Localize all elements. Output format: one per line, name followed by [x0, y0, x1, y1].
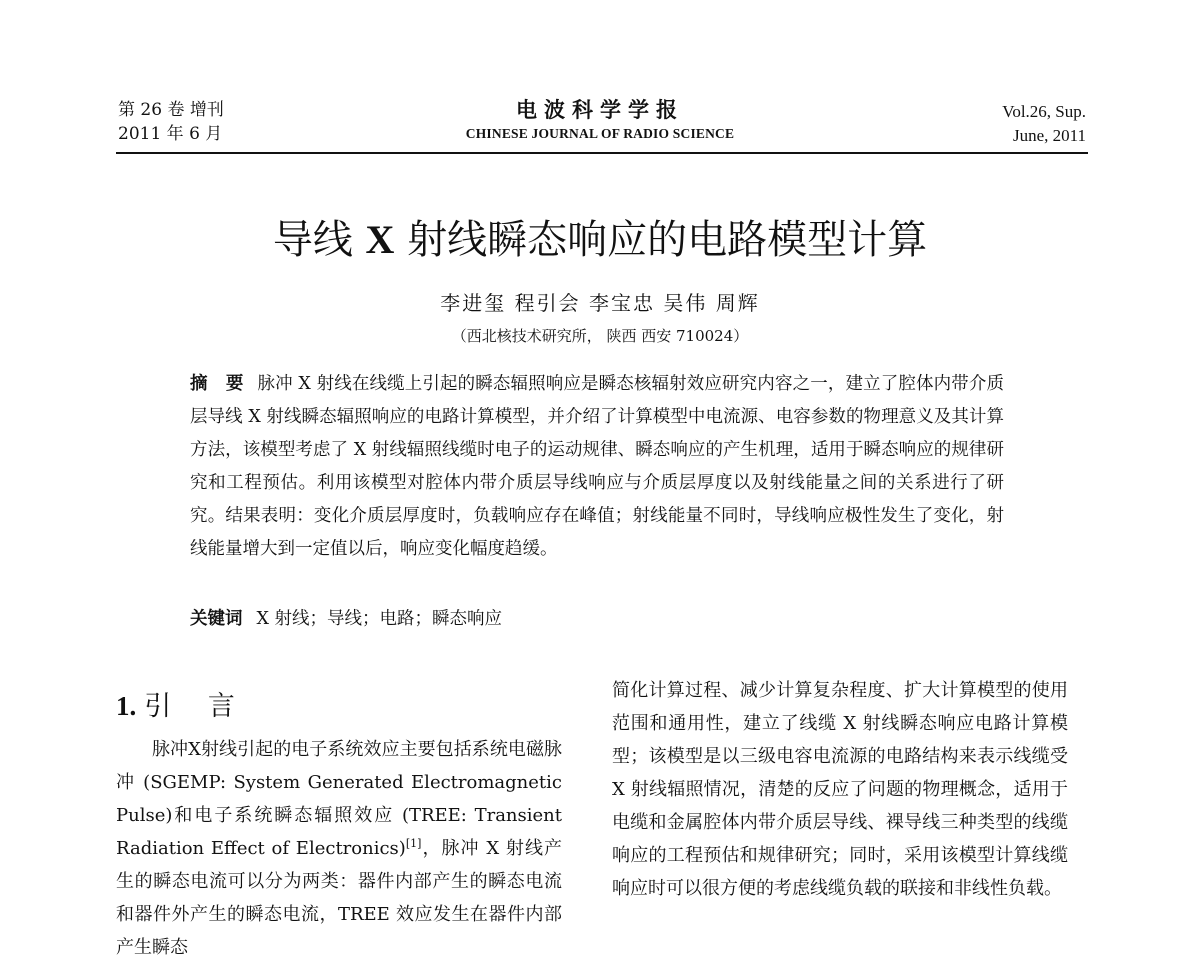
section-heading	[116, 686, 249, 727]
body-column-left	[116, 733, 562, 964]
keywords-text: X 射线；导线；电路；瞬态响应	[256, 609, 503, 629]
header-rule	[116, 152, 1088, 154]
publication-date: 2011 年 6 月	[118, 124, 223, 144]
publication-date-english: June, 2011	[1012, 126, 1086, 145]
title-x: X	[365, 217, 395, 262]
title-part-2: 射线瞬态响应的电路模型计算	[394, 217, 928, 263]
author-list: 李进玺 程引会 李宝忠 吴伟 周辉	[440, 291, 760, 315]
keywords	[190, 603, 1004, 636]
issue-info-english	[1002, 100, 1086, 148]
journal-name-english: CHINESE JOURNAL OF RADIO SCIENCE	[465, 126, 735, 141]
keywords-label: 关键词	[190, 609, 243, 629]
abstract	[190, 368, 1004, 566]
paper-title	[0, 212, 1200, 268]
volume-issue-english: Vol.26, Sup.	[1002, 102, 1086, 121]
section-title: 引 言	[144, 691, 249, 722]
body-column-right: 简化计算过程、减少计算复杂程度、扩大计算模型的使用范围和通用性，建立了线缆 X 射线瞬态响应电路计算模型；该模型是以三级电容电流源的电路结构来表示线缆受 X 射线辐照情况，清楚的反应了问题的物理概念，适用于电缆和金属腔体内带介质层导线、裸导线三种类型的线缆响应的工程预估和规律研究；同时，采用该模型计算线缆响应时可以很方便的考虑线缆负载的联接和非线性负载。	[612, 680, 1068, 899]
left-text-1: 脉冲X射线引起的电子系统效应主要包括系统电磁脉冲 (SGEMP: System Generated Electromagnetic Pulse)和电子系统瞬态辐照效应 (TREE: Transient Radiation Effect of Electronics)	[116, 739, 562, 859]
citation-ref: [1]	[405, 837, 422, 850]
abstract-text: 脉冲 X 射线在线缆上引起的瞬态辐照响应是瞬态核辐射效应研究内容之一，建立了腔体内带介质层导线 X 射线瞬态辐照响应的电路计算模型，并介绍了计算模型中电流源、电容参数的物理意义及其计算方法，该模型考虑了 X 射线辐照线缆时电子的运动规律、瞬态响应的产生机理，适用于瞬态响应的规律研究和工程预估。利用该模型对腔体内带介质层导线响应与介质层厚度以及射线能量之间的关系进行了研究。结果表明：变化介质层厚度时，负载响应存在峰值；射线能量不同时，导线响应极性发生了变化，射线能量增大到一定值以后，响应变化幅度趋缓。	[190, 374, 1004, 559]
left-text-2: ，脉冲 X 射线产生的瞬态电流可以分为两类：器件内部产生的瞬态电流和器件外产生的瞬态电流，TREE 效应发生在器件内部产生瞬态	[116, 838, 562, 958]
volume-issue: 第 26 卷 增刊	[118, 100, 224, 120]
title-part-1: 导线	[272, 217, 366, 263]
affiliation: （西北核技术研究所， 陕西 西安 710024）	[451, 327, 749, 345]
journal-name-chinese: 电波科学学报	[516, 97, 684, 122]
section-number: 1.	[116, 691, 137, 721]
abstract-label: 摘 要	[190, 374, 250, 394]
